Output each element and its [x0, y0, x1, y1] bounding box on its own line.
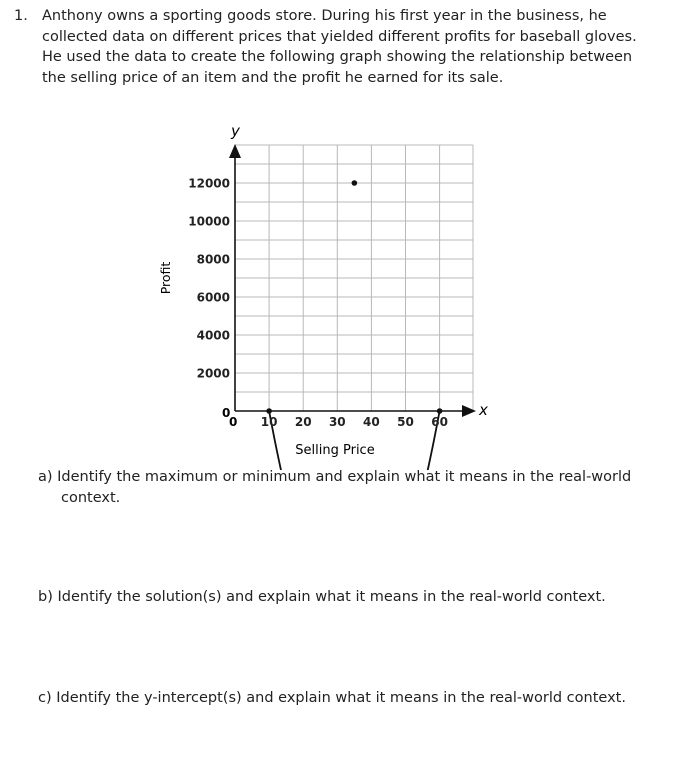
question-b-label: b): [38, 589, 53, 605]
curve-point: [352, 180, 358, 186]
y-tick-label: 10000: [188, 214, 230, 229]
y-axis-arrow-icon: [229, 144, 241, 158]
question-b-text: Identify the solution(s) and explain what it means in the real-world context.: [57, 589, 606, 605]
y-tick-label: 12000: [188, 176, 230, 191]
question-c-text: Identify the y-intercept(s) and explain what it means in the real-world context.: [56, 690, 626, 706]
y-tick-label: 4000: [196, 328, 230, 343]
question-c: [38, 688, 648, 709]
question-a-label: a): [38, 469, 53, 485]
question-b: [38, 587, 648, 608]
problem-text: Anthony owns a sporting goods store. During his first year in the business, he collected data on different prices that yielded different profits for baseball gloves. He used the data to create the following graph showing the relationship between the selling price of an item and the profit he earned for its sale.: [42, 8, 637, 86]
curve-point: [266, 408, 272, 414]
x-tick-label: 20: [294, 415, 312, 429]
question-a: [38, 467, 648, 509]
graph-labels: [158, 122, 488, 458]
question-c-label: c): [38, 690, 52, 706]
origin-y-label: 0: [222, 406, 231, 420]
x-tick-label: 10: [260, 415, 278, 429]
profit-curve-layer: [266, 180, 442, 470]
x-axis-arrow-icon: [462, 405, 476, 417]
y-axis-title: Profit: [158, 261, 173, 295]
y-tick-label: 8000: [196, 252, 230, 267]
problem-number: 1.: [14, 8, 28, 24]
x-tick-label: 60: [431, 415, 448, 429]
question-a-text: Identify the maximum or minimum and explain what it means in the real-world context.: [57, 469, 632, 506]
x-tick-label: 30: [328, 415, 346, 429]
origin-x-label: 0: [229, 415, 238, 429]
x-axis-letter: x: [479, 401, 488, 419]
y-tick-label: 2000: [196, 366, 230, 381]
x-axis-title: Selling Price: [295, 443, 375, 458]
y-axis-letter: y: [231, 122, 240, 140]
curve-point: [437, 408, 443, 414]
x-tick-label: 40: [363, 415, 380, 429]
x-tick-label: 50: [397, 415, 414, 429]
y-tick-label: 6000: [196, 290, 230, 305]
